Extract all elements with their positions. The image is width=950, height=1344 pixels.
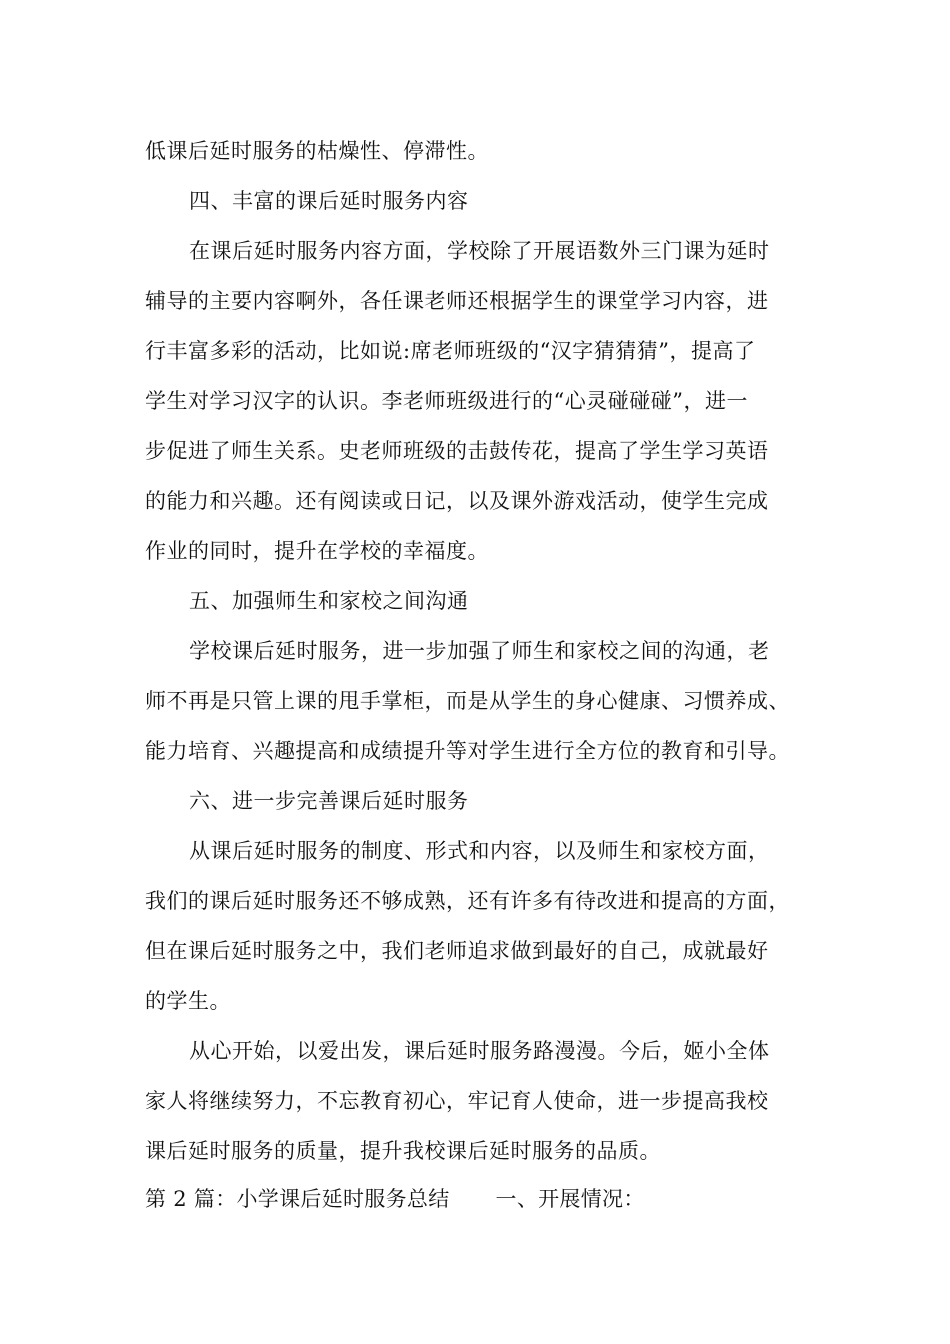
article-title: 第 2 篇：小学课后延时服务总结 bbox=[145, 1187, 450, 1211]
paragraph-line: 的学生。 bbox=[145, 989, 231, 1013]
paragraph-line: 行丰富多彩的活动，比如说:席老师班级的“汉字猜猜猜”，提高了 bbox=[145, 339, 756, 363]
paragraph-line: 从心开始，以爱出发，课后延时服务路漫漫。今后，姬小全体 bbox=[189, 1039, 770, 1063]
paragraph-line: 家人将继续努力，不忘教育初心，牢记育人使命，进一步提高我校 bbox=[145, 1089, 769, 1113]
paragraph-line: 的能力和兴趣。还有阅读或日记，以及课外游戏活动，使学生完成 bbox=[145, 489, 769, 513]
paragraph-line: 辅导的主要内容啊外，各任课老师还根据学生的课堂学习内容，进 bbox=[145, 289, 769, 313]
section-heading: 四、丰富的课后延时服务内容 bbox=[189, 189, 469, 213]
paragraph-line: 能力培育、兴趣提高和成绩提升等对学生进行全方位的教育和引导。 bbox=[145, 739, 790, 763]
paragraph-line: 步促进了师生关系。史老师班级的击鼓传花，提高了学生学习英语 bbox=[145, 439, 769, 463]
section-heading: 五、加强师生和家校之间沟通 bbox=[189, 589, 469, 613]
paragraph-line: 从课后延时服务的制度、形式和内容，以及师生和家校方面， bbox=[189, 839, 770, 863]
paragraph-line: 课后延时服务的质量，提升我校课后延时服务的品质。 bbox=[145, 1139, 661, 1163]
paragraph-line: 学生对学习汉字的认识。李老师班级进行的“心灵碰碰碰”，进一 bbox=[145, 389, 748, 413]
article-section: 一、开展情况： bbox=[495, 1187, 645, 1211]
paragraph-line: 低课后延时服务的枯燥性、停滞性。 bbox=[145, 139, 489, 163]
paragraph-line: 在课后延时服务内容方面，学校除了开展语数外三门课为延时 bbox=[189, 239, 770, 263]
paragraph-line: 但在课后延时服务之中，我们老师追求做到最好的自己，成就最好 bbox=[145, 939, 769, 963]
paragraph-line: 师不再是只管上课的甩手掌柜，而是从学生的身心健康、习惯养成、 bbox=[145, 689, 790, 713]
section-heading: 六、进一步完善课后延时服务 bbox=[189, 789, 469, 813]
next-article-heading bbox=[145, 1184, 645, 1214]
paragraph-line: 我们的课后延时服务还不够成熟，还有许多有待改进和提高的方面， bbox=[145, 889, 790, 913]
paragraph-line: 作业的同时，提升在学校的幸福度。 bbox=[145, 539, 489, 563]
paragraph-line: 学校课后延时服务，进一步加强了师生和家校之间的沟通，老 bbox=[189, 639, 770, 663]
